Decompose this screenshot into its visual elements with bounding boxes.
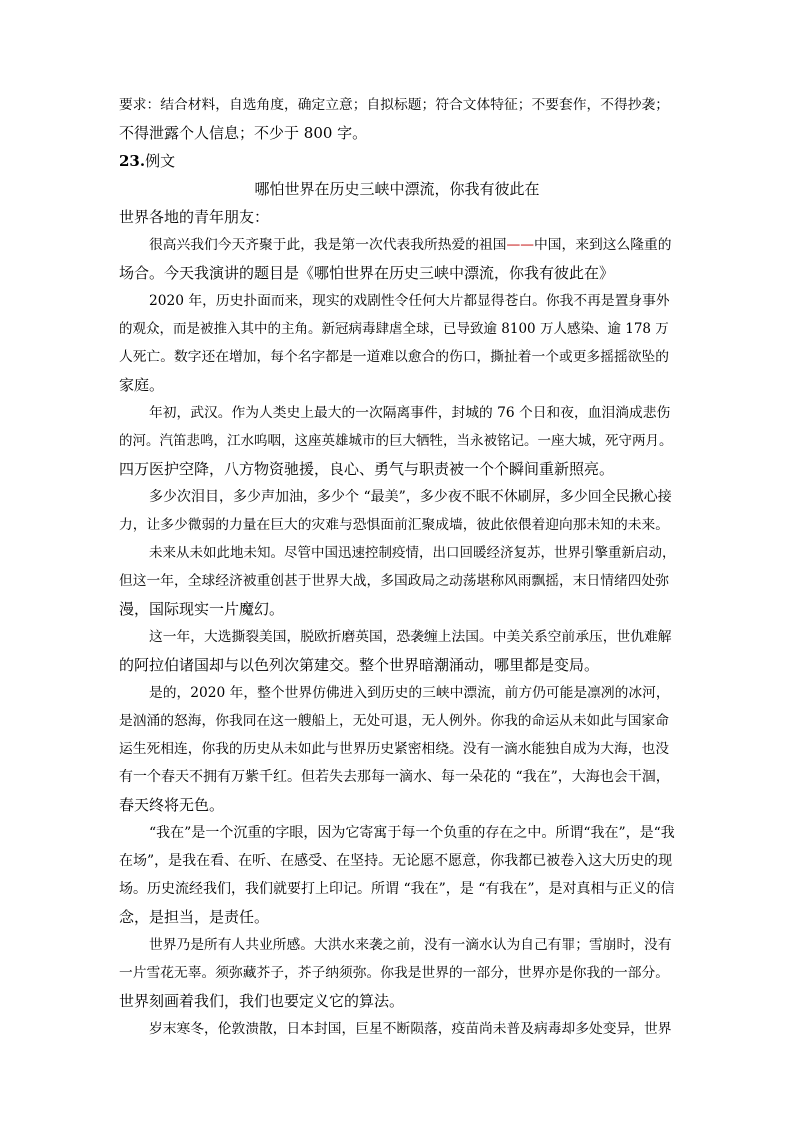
paragraph-line: 念，是担当，是责任。 [119,908,270,926]
paragraph-line: 是的，2020 年，整个世界仿佛进入到历史的三峡中漂流，前方仍可能是凛冽的冰河， [149,685,670,701]
section-number: 23. [119,152,146,170]
p1-text-before-dash: 很高兴我们今天齐聚于此，我是第一次代表我所热爱的祖国 [149,237,507,253]
section-label: 例文 [145,152,176,170]
essay-title: 哪怕世界在历史三峡中漂流，你我有彼此在 [254,180,540,198]
requirement-line-1: 要求：结合材料，自选角度，确定立意；自拟标题；符合文体特征；不要套作，不得抄袭； [119,97,670,113]
paragraph-1-line-2: 场合。今天我演讲的题目是《哪怕世界在历史三峡中漂流，你我有彼此在》 [119,264,615,282]
paragraph-line: 的阿拉伯诸国却与以色列次第建交。整个世界暗潮涌动，哪里都是变局。 [119,656,600,674]
paragraph-line: 家庭。 [119,376,165,394]
paragraph-line: 是汹涌的怒海，你我同在这一艘船上，无处可退，无人例外。你我的命运从未如此与国家命 [119,713,670,729]
paragraph-line: 一片雪花无辜。须弥藏芥子，芥子纳须弥。你我是世界的一部分，世界亦是你我的一部分。 [119,965,670,981]
paragraph-line: “我在”是一个沉重的字眼，因为它寄寓于每一个负重的存在之中。所谓“我在”，是“我 [149,825,675,841]
paragraph-1-line-1 [149,236,672,254]
paragraph-line: 年初，武汉。作为人类史上最大的一次隔离事件，封城的 76 个日和夜，血泪淌成悲伤 [149,405,671,421]
paragraph-line: 的河。汽笛悲鸣，江水呜咽，这座英雄城市的巨大牺牲，当永被铭记。一座大城，死守两月。 [119,433,673,449]
salutation: 世界各地的青年朋友： [119,208,270,226]
p1-text-after-dash: 中国，来到这么隆重的 [534,237,672,253]
paragraph-line: 漫，国际现实一片魔幻。 [119,600,285,618]
em-dash: —— [506,237,535,253]
paragraph-line: 四万医护空降，八方物资驰援，良心、勇气与职责被一个个瞬间重新照亮。 [119,460,615,478]
requirement-line-2: 不得泄露个人信息；不少于 800 字。 [119,124,368,142]
paragraph-line: 的观众，而是被推入其中的主角。新冠病毒肆虐全球，已导致逾 8100 万人感染、逾 178 万 [119,321,669,337]
paragraph-line: 世界乃是所有人共业所感。大洪水来袭之前，没有一滴水认为自己有罪；雪崩时，没有 [149,937,672,953]
paragraph-line: 场。历史流经我们，我们就要打上印记。所谓 “我在”，是 “有我在”，是对真相与正义的信 [119,881,675,897]
paragraph-line: 力，让多少微弱的力量在巨大的灾难与恐惧面前汇聚成墙，彼此依偎着迎向那未知的未来。 [119,517,670,533]
paragraph-line: 未来从未如此地未知。尽管中国迅速控制疫情，出口回暖经济复苏，世界引擎重新启动， [149,545,676,561]
paragraph-line: 人死亡。数字还在增加，每个名字都是一道难以愈合的伤口，撕扯着一个或更多摇摇欲坠的 [119,349,670,365]
paragraph-line: 但这一年，全球经济被重创甚于世界大战，多国政局之动荡堪称风雨飘摇，末日情绪四处弥 [119,573,670,589]
paragraph-line: 春天终将无色。 [119,796,225,814]
paragraph-line: 多少次泪目，多少声加油，多少个 “最美”，多少夜不眠不休刷屏，多少回全民揪心接 [149,489,672,505]
paragraph-line: 2020 年，历史扑面而来，现实的戏剧性令任何大片都显得苍白。你我不再是置身事外 [149,293,670,309]
paragraph-line: 有一个春天不拥有万紫千红。但若失去那每一滴水、每一朵花的 “我在”，大海也会干涸， [119,769,670,785]
paragraph-line: 世界刻画着我们，我们也要定义它的算法。 [119,992,405,1010]
paragraph-line: 这一年，大选撕裂美国，脱欧折磨英国，恐袭缠上法国。中美关系空前承压，世仇难解 [149,629,672,645]
paragraph-line: 在场”，是我在看、在听、在感受、在坚持。无论愿不愿意，你我都已被卷入这大历史的现 [119,853,673,869]
paragraph-line: 岁末寒冬，伦敦溃散，日本封国，巨星不断陨落，疫苗尚未普及病毒却多处变异，世界 [149,1021,672,1037]
section-heading [119,152,175,170]
paragraph-line: 运生死相连，你我的历史从未如此与世界历史紧密相绕。没有一滴水能独自成为大海，也没 [119,741,670,757]
